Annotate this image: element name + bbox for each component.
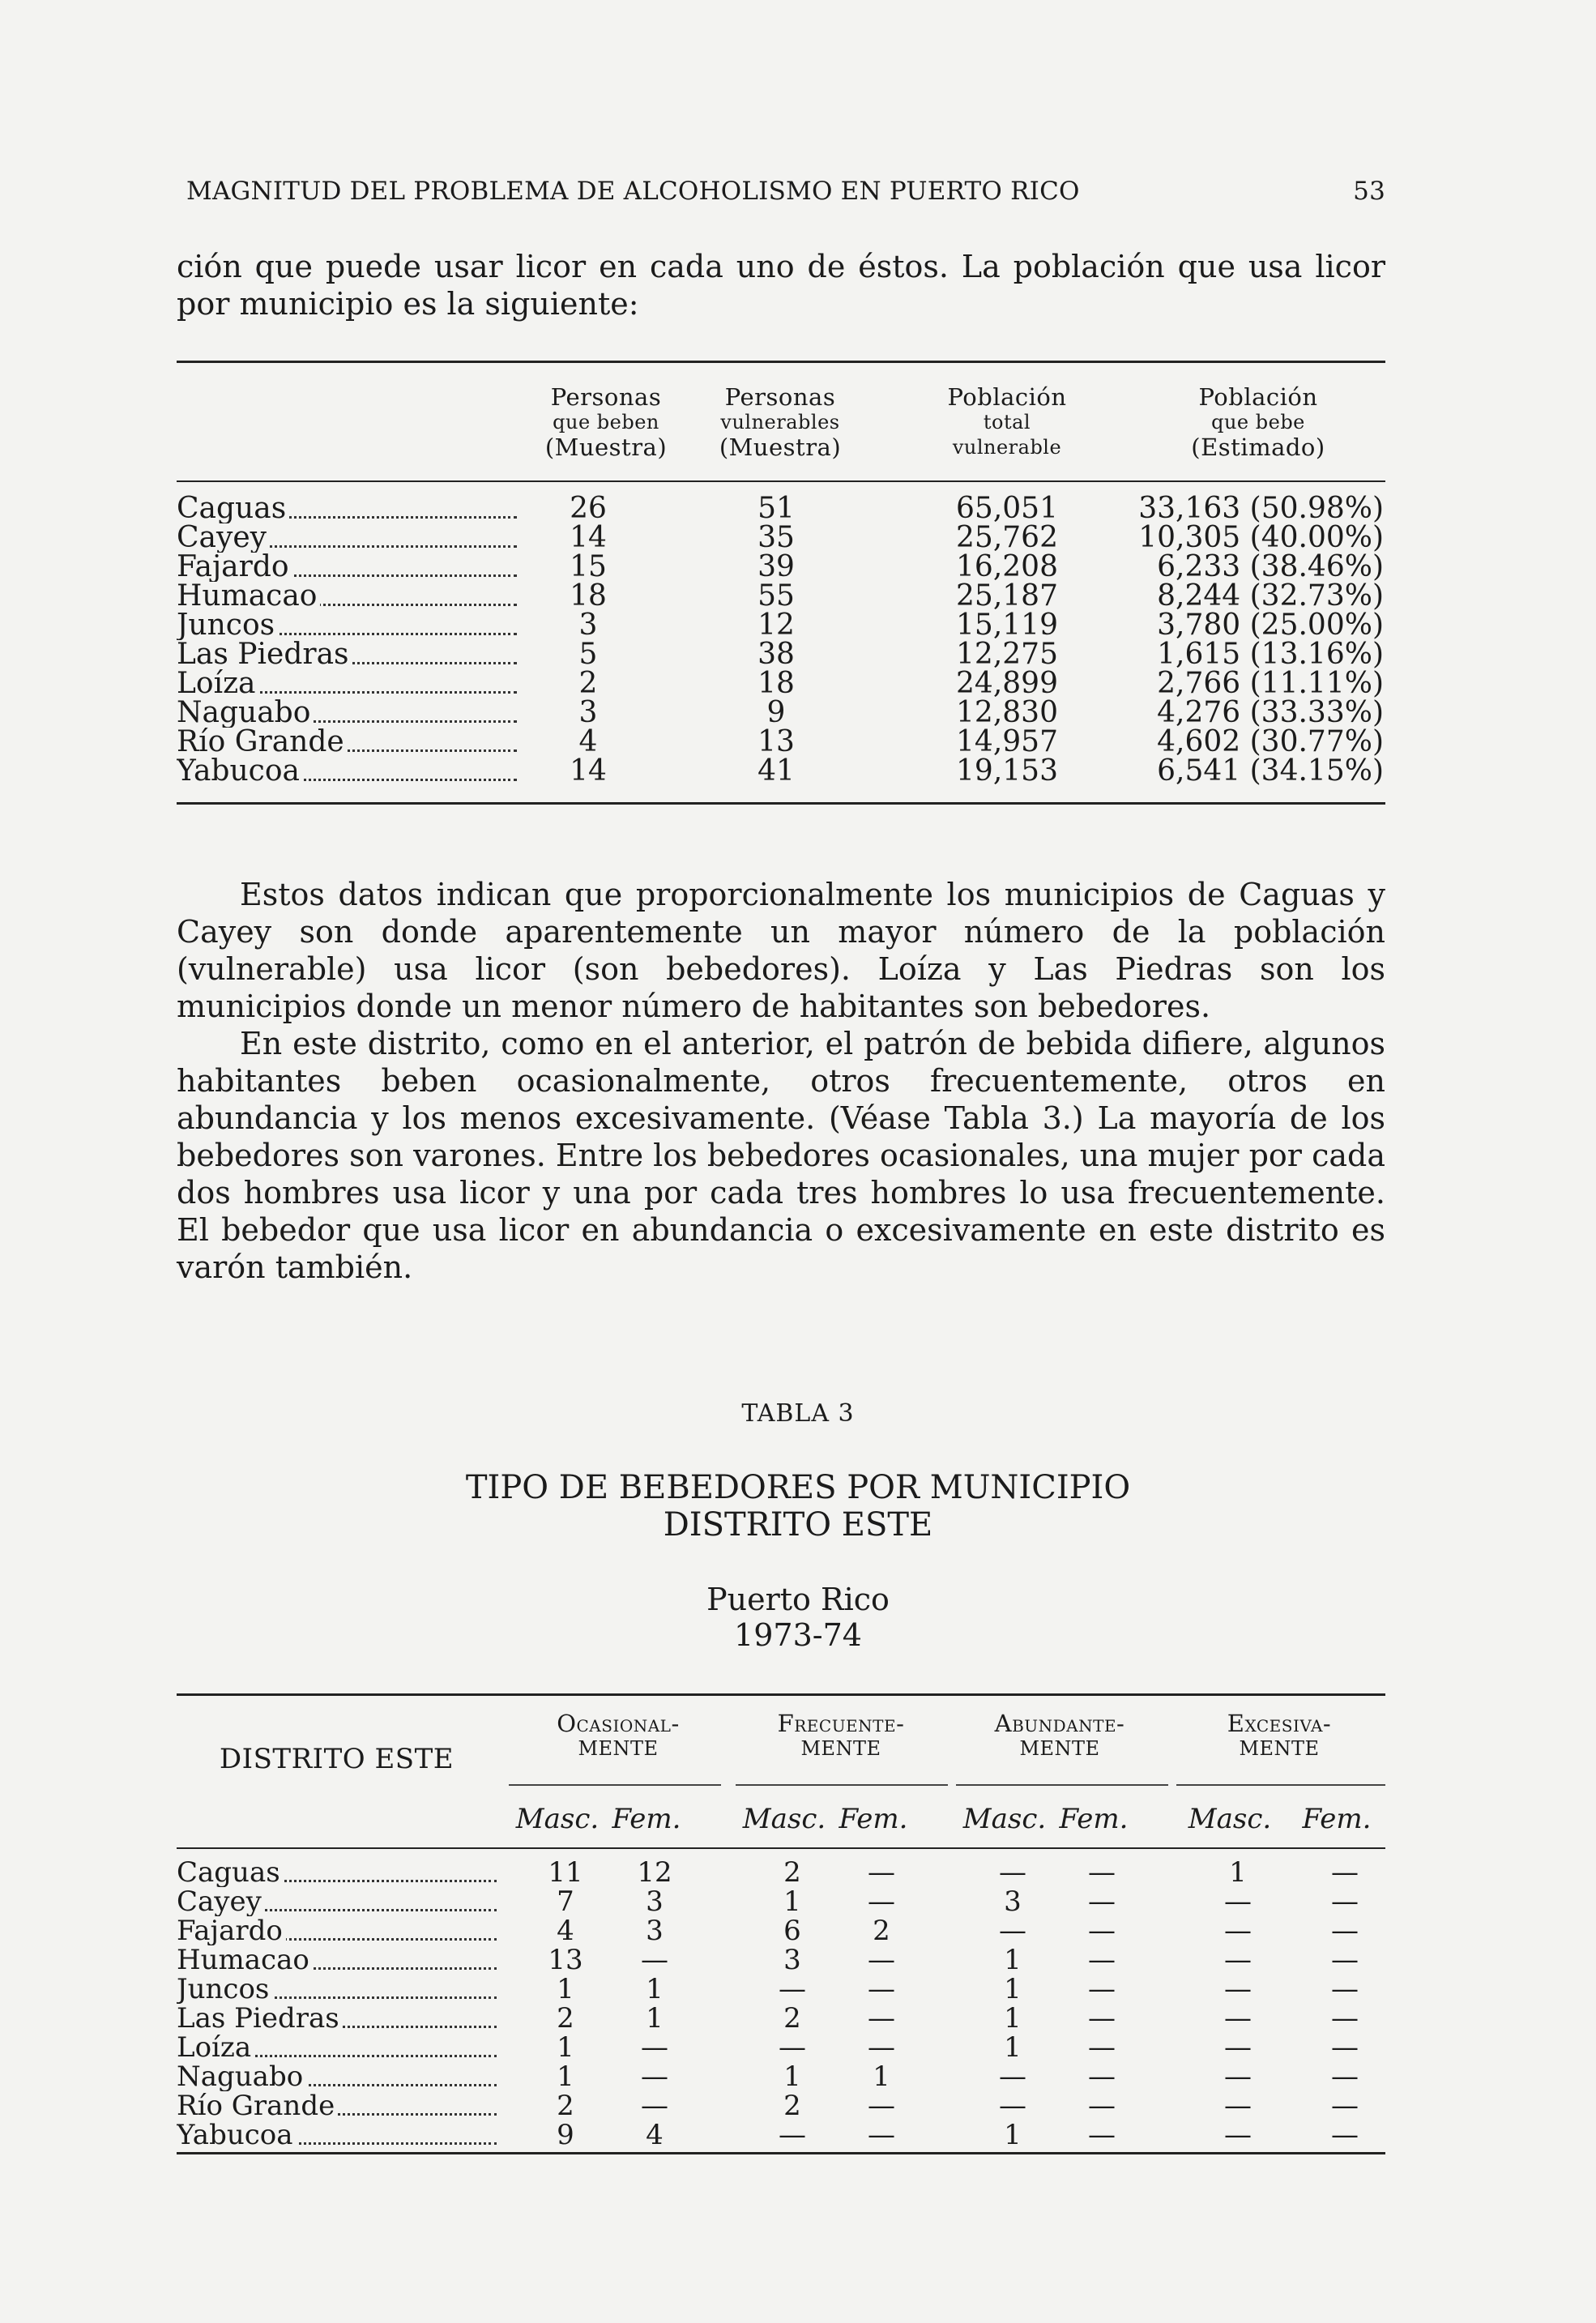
table-header-rule	[177, 480, 1385, 482]
table-cell: —	[641, 2090, 668, 2122]
intro-paragraph: ción que puede usar licor en cada uno de éstos. La población que usa licor por municipio es la siguiente:	[177, 249, 1385, 322]
table-bottom-rule	[177, 802, 1385, 805]
table-cell: —	[868, 1856, 895, 1889]
table-cell: 1	[1004, 2031, 1022, 2064]
table-cell: —	[1224, 2060, 1252, 2093]
table-row	[177, 1887, 1385, 1916]
table-row	[177, 1945, 1385, 1975]
table-cell: 1	[1004, 1944, 1022, 1976]
table-header-rule	[177, 1847, 1385, 1849]
table-cell: 6	[783, 1915, 801, 1947]
table-row: Juncos 3 12 15,119 3,780 (25.00%)	[177, 609, 1384, 642]
group-header-excessive: Excesiva- MENTE	[1227, 1710, 1332, 1760]
stub-header: DISTRITO ESTE	[219, 1743, 454, 1775]
table-cell: —	[1224, 1944, 1252, 1976]
col-header-drinkers-sample: Personas que beben (Muestra)	[544, 383, 668, 461]
col-header-total-vulnerable: Población total vulnerable	[947, 383, 1067, 459]
table-row	[177, 1858, 1385, 1887]
table-cell: 2	[783, 1856, 801, 1889]
table-cell: 4	[646, 2119, 664, 2151]
col-header-drinking-estimate: Población que bebe (Estimado)	[1191, 383, 1325, 461]
table-row	[177, 1916, 1385, 1945]
sub-header-fem: Fem.	[1302, 1803, 1372, 1835]
sub-header-masc: Masc.	[742, 1803, 826, 1835]
table-cell: 2	[557, 2090, 574, 2122]
table-cell: —	[641, 2031, 668, 2064]
table-row: Humacao 18 55 25,187 8,244 (32.73%)	[177, 579, 1384, 613]
table-cell: 13	[548, 1944, 583, 1976]
table-cell: 3	[646, 1885, 664, 1918]
table-cell: —	[1224, 2002, 1252, 2035]
table-cell: 1	[557, 2031, 574, 2064]
table-title: TIPO DE BEBEDORES POR MUNICIPIO DISTRITO ESTE	[465, 1469, 1131, 1544]
table-cell: —	[1331, 1973, 1359, 2005]
table-cell: —	[1224, 1973, 1252, 2005]
municipality-name: Loíza	[177, 2033, 497, 2062]
table-cell: —	[641, 2060, 668, 2093]
table-cell: —	[1088, 2031, 1116, 2064]
table-cell: 12	[637, 1856, 672, 1889]
table-cell: 1	[646, 2002, 664, 2035]
table-row	[177, 2004, 1385, 2033]
sub-header-masc: Masc.	[962, 1803, 1047, 1835]
table-cell: —	[1088, 1856, 1116, 1889]
municipality-name: Río Grande	[177, 2091, 497, 2120]
table-row	[177, 1975, 1385, 2004]
table-cell: —	[1088, 1885, 1116, 1918]
table-cell: 1	[783, 2060, 801, 2093]
table-subtitle: Puerto Rico 1973-74	[706, 1582, 890, 1653]
table-cell: 2	[783, 2090, 801, 2122]
table-row: Naguabo 3 9 12,830 4,276 (33.33%)	[177, 696, 1384, 729]
table-cell: 7	[557, 1885, 574, 1918]
table-top-rule	[177, 361, 1385, 363]
table-cell: —	[1224, 2031, 1252, 2064]
municipality-name: Cayey	[177, 1887, 497, 1916]
table-cell: —	[868, 2002, 895, 2035]
table-cell: —	[999, 1915, 1026, 1947]
group-header-abundant: Abundante- MENTE	[994, 1710, 1125, 1760]
group-rule	[736, 1784, 948, 1786]
table-bottom-rule	[177, 2152, 1385, 2154]
table-cell: —	[779, 2119, 806, 2151]
table-cell: 4	[557, 1915, 574, 1947]
table-cell: —	[1088, 2090, 1116, 2122]
table-cell: 3	[783, 1944, 801, 1976]
table-cell: —	[1224, 2090, 1252, 2122]
sub-header-fem: Fem.	[1059, 1803, 1129, 1835]
table-cell: —	[868, 1885, 895, 1918]
running-header	[186, 177, 1385, 206]
sub-header-fem: Fem.	[612, 1803, 681, 1835]
page-number: 53	[1353, 177, 1385, 206]
table-cell: —	[1331, 1885, 1359, 1918]
table-cell: —	[868, 1973, 895, 2005]
table-cell: 3	[1004, 1885, 1022, 1918]
municipality-name: Juncos	[177, 1975, 497, 2004]
table-cell: —	[1088, 1973, 1116, 2005]
sub-header-masc: Masc.	[1188, 1803, 1272, 1835]
table-row: Yabucoa 14 41 19,153 6,541 (34.15%)	[177, 754, 1384, 788]
col-header-vulnerable-sample: Personas vulnerables (Muestra)	[719, 383, 842, 461]
table-cell: —	[1331, 1944, 1359, 1976]
table-cell: —	[1088, 2060, 1116, 2093]
table-row: Loíza 2 18 24,899 2,766 (11.11%)	[177, 667, 1384, 700]
table-cell: 1	[646, 1973, 664, 2005]
table-cell: —	[868, 2090, 895, 2122]
table-cell: —	[1331, 2031, 1359, 2064]
table-cell: 2	[557, 2002, 574, 2035]
table-cell: —	[1331, 2060, 1359, 2093]
group-rule	[1176, 1784, 1385, 1786]
table-cell: 1	[783, 1885, 801, 1918]
table-row: Fajardo 15 39 16,208 6,233 (38.46%)	[177, 550, 1384, 583]
municipality-name: Humacao	[177, 1945, 497, 1975]
table-cell: —	[1331, 2119, 1359, 2151]
municipality-name: Caguas	[177, 1858, 497, 1887]
municipality-name: Fajardo	[177, 1916, 497, 1945]
table-label: TABLA 3	[741, 1399, 855, 1428]
drinker-type-table	[177, 1693, 1385, 2163]
group-rule	[956, 1784, 1168, 1786]
table-cell: —	[1331, 1856, 1359, 1889]
table-row	[177, 2120, 1385, 2150]
table-row	[177, 2091, 1385, 2120]
municipality-name: Naguabo	[177, 2062, 497, 2091]
table-row: Las Piedras 5 38 12,275 1,615 (13.16%)	[177, 638, 1384, 671]
table-cell: 2	[873, 1915, 890, 1947]
table-cell: —	[868, 2119, 895, 2151]
table-cell: 1	[1004, 2119, 1022, 2151]
running-title: MAGNITUD DEL PROBLEMA DE ALCOHOLISMO EN PUERTO RICO	[186, 177, 1080, 206]
group-header-frequent: Frecuente- MENTE	[777, 1710, 905, 1760]
table-cell: 3	[646, 1915, 664, 1947]
table-row: Cayey 14 35 25,762 10,305 (40.00%)	[177, 521, 1384, 554]
table-row: Caguas 26 51 65,051 33,163 (50.98%)	[177, 492, 1384, 525]
table-cell: —	[1224, 1885, 1252, 1918]
table-cell: —	[1088, 2002, 1116, 2035]
table-cell: 2	[783, 2002, 801, 2035]
table-cell: 1	[557, 2060, 574, 2093]
table-cell: —	[1088, 1915, 1116, 1947]
table-cell: —	[1088, 2119, 1116, 2151]
table-cell: —	[1224, 1915, 1252, 1947]
table-cell: —	[779, 2031, 806, 2064]
table-cell: —	[999, 2090, 1026, 2122]
table-cell: —	[1224, 2119, 1252, 2151]
body-paragraph-2: En este distrito, como en el anterior, el patrón de bebida difiere, algunos habitantes beben ocasionalmente, otros frecuentemente, otros en abundancia y los menos excesivamente. (Véase Tabla 3.) La mayoría de los bebedores son varones. Entre los bebedores ocasionales, una mujer por cada dos hombres usa licor y una por cada tres hombres lo usa frecuentemente. El bebedor que usa licor en abundancia o excesivamente en este distrito es varón también.	[177, 1026, 1385, 1285]
table-cell: 1	[873, 2060, 890, 2093]
table-row	[177, 2062, 1385, 2091]
table-cell: —	[999, 1856, 1026, 1889]
table-cell: —	[1331, 2002, 1359, 2035]
sub-header-fem: Fem.	[839, 1803, 908, 1835]
sub-header-masc: Masc.	[515, 1803, 600, 1835]
table-cell: 9	[557, 2119, 574, 2151]
population-table	[177, 361, 1385, 814]
municipality-name: Yabucoa	[177, 2120, 497, 2150]
group-header-occasional: Ocasional- MENTE	[557, 1710, 680, 1760]
table-cell: —	[868, 2031, 895, 2064]
table-cell: —	[1331, 1915, 1359, 1947]
table-cell: —	[1331, 2090, 1359, 2122]
table-cell: 11	[548, 1856, 583, 1889]
table-row	[177, 2033, 1385, 2062]
table-cell: 1	[1004, 2002, 1022, 2035]
table-cell: —	[779, 1973, 806, 2005]
table-cell: —	[999, 2060, 1026, 2093]
table-cell: —	[868, 1944, 895, 1976]
body-paragraph-1: Estos datos indican que proporcionalmente los municipios de Caguas y Cayey son donde aparentemente un mayor número de la población (vulnerable) usa licor (son bebedores). Loíza y Las Piedras son los municipios donde un menor número de habitantes son bebedores.	[177, 877, 1385, 1024]
municipality-name: Las Piedras	[177, 2004, 497, 2033]
table-cell: 1	[557, 1973, 574, 2005]
table-cell: —	[1088, 1944, 1116, 1976]
table-top-rule	[177, 1693, 1385, 1696]
table-row: Río Grande 4 13 14,957 4,602 (30.77%)	[177, 725, 1384, 758]
table-cell: 1	[1229, 1856, 1247, 1889]
table-cell: 1	[1004, 1973, 1022, 2005]
group-rule	[509, 1784, 721, 1786]
table-cell: —	[641, 1944, 668, 1976]
